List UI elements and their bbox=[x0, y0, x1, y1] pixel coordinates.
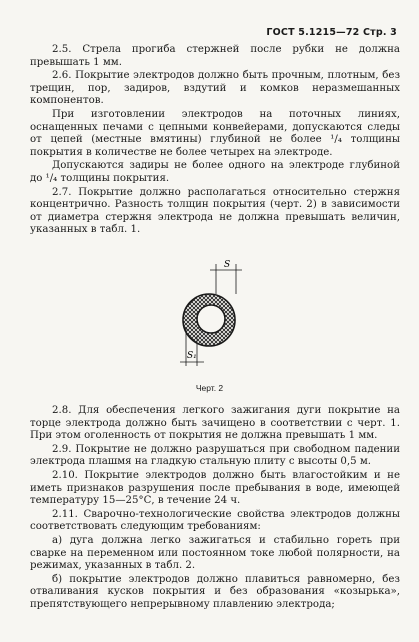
paragraph: 2.10. Покрытие электродов должно быть влагостойким и не иметь признаков разрушения после пребывания в воде, имеющей температуру 15—25°С, в течение 24 ч. bbox=[30, 469, 400, 507]
text-block-bottom bbox=[30, 405, 400, 613]
paragraph: 2.8. Для обеспечения легкого зажигания дуги покрытие на торце электрода должно быть зачищено в соответствии с черт. 1. При этом оголенность от покрытия не должна превышать 1 мм. bbox=[30, 405, 400, 442]
cross-section-drawing bbox=[160, 258, 270, 388]
paragraph: 2.9. Покрытие не должно разрушаться при свободном падении электрода плашмя на гладкую стальную плиту с высоты 0,5 м. bbox=[30, 443, 400, 468]
dimension-label-s1: S₁ bbox=[187, 351, 197, 361]
paragraph: 2.5. Стрела прогиба стержней после рубки не должна превышать 1 мм. bbox=[30, 44, 400, 68]
paragraph: 2.7. Покрытие должно располагаться относительно стержня концентрично. Разность толщин покрытия (черт. 2) в зависимости от диаметра стержня электрода не должна превышать величин, указанных в табл. 1. bbox=[30, 186, 400, 236]
paragraph: При изготовлении электродов на поточных линиях, оснащенных печами с цепными конвейерами, допускаются следы от цепей (местные вмятины) глубиной не более ¹/₄ толщины покрытия в количестве не более четырех на электроде. bbox=[30, 108, 400, 158]
paragraph: а) дуга должна легко зажигаться и стабильно гореть при сварке на переменном или постоянном токе любой полярности, на режимах, указанных в табл. 2. bbox=[30, 534, 400, 572]
paragraph: 2.6. Покрытие электродов должно быть прочным, плотным, без трещин, пор, задиров, вздутий и комков неразмешанных компонентов. bbox=[30, 70, 400, 107]
figure-caption: Черт. 2 bbox=[195, 383, 224, 393]
paragraph: 2.11. Сварочно-технологические свойства электродов должны соответствовать следующим требованиям: bbox=[30, 508, 400, 533]
dimension-label-s: S bbox=[224, 260, 231, 270]
paragraph: б) покрытие электродов должно плавиться равномерно, без отваливания кусков покрытия и без образования «козырька», препятствующего непрерывному плавлению электрода; bbox=[30, 573, 400, 610]
page-header: ГОСТ 5.1215—72 Стр. 3 bbox=[266, 27, 397, 38]
paragraph: Допускаются задиры не более одного на электроде глубиной до ¹/₄ толщины покрытия. bbox=[30, 160, 400, 184]
electrode-cross-section-figure bbox=[160, 258, 270, 388]
text-block-top bbox=[30, 44, 400, 238]
